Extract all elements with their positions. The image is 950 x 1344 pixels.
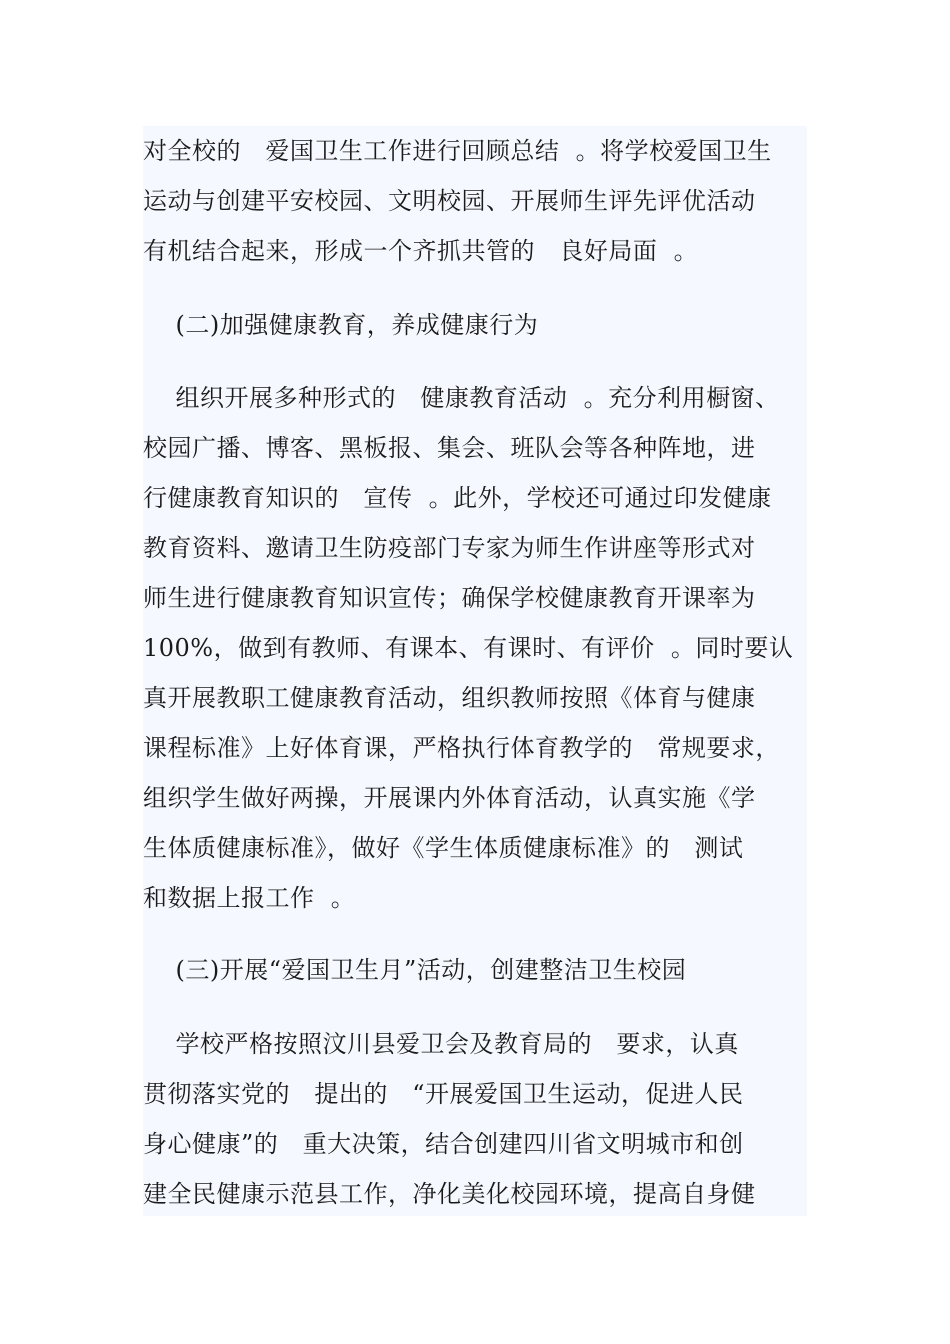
section-heading: (二)加强健康教育，养成健康行为 xyxy=(143,311,539,339)
paragraph-line: 运动与创建平安校园、文明校园、开展师生评先评优活动 xyxy=(143,187,756,215)
paragraph-line: 生体质健康标准》，做好《学生体质健康标准》的 测试 xyxy=(143,834,744,862)
paragraph-line: 教育资料、邀请卫生防疫部门专家为师生作讲座等形式对 xyxy=(143,534,756,562)
paragraph-line: 行健康教育知识的 宣传 。此外，学校还可通过印发健康 xyxy=(143,484,772,512)
paragraph-line: 真开展教职工健康教育活动，组织教师按照《体育与健康 xyxy=(143,684,756,712)
paragraph-line: 有机结合起来，形成一个齐抓共管的 良好局面 。 xyxy=(143,237,699,265)
paragraph-line: 学校严格按照汶川县爱卫会及教育局的 要求，认真 xyxy=(143,1030,739,1058)
paragraph-line: 建全民健康示范县工作，净化美化校园环境，提高自身健 xyxy=(143,1180,756,1208)
paragraph-line: 组织学生做好两操，开展课内外体育活动，认真实施《学 xyxy=(143,784,756,812)
paragraph-line: 对全校的 爱国卫生工作进行回顾总结 。将学校爱国卫生 xyxy=(143,137,772,165)
paragraph-line: 校园广播、博客、黑板报、集会、班队会等各种阵地，进 xyxy=(143,434,756,462)
paragraph-line: 和数据上报工作 。 xyxy=(143,884,356,912)
paragraph-line: 组织开展多种形式的 健康教育活动 。充分利用橱窗、 xyxy=(143,378,794,418)
section-heading: (三)开展“爱国卫生月”活动，创建整洁卫生校园 xyxy=(143,956,687,984)
paragraph-line: 身心健康”的 重大决策，结合创建四川省文明城市和创 xyxy=(143,1130,744,1158)
paragraph-line: 课程标准》上好体育课，严格执行体育教学的 常规要求， xyxy=(143,734,780,762)
paragraph-line: 师生进行健康教育知识宣传；确保学校健康教育开课率为 xyxy=(143,584,756,612)
paragraph-line: 贯彻落实党的 提出的 “开展爱国卫生运动，促进人民 xyxy=(143,1080,744,1108)
paragraph-line: 100%，做到有教师、有课本、有课时、有评价 。同时要认 xyxy=(143,634,794,662)
